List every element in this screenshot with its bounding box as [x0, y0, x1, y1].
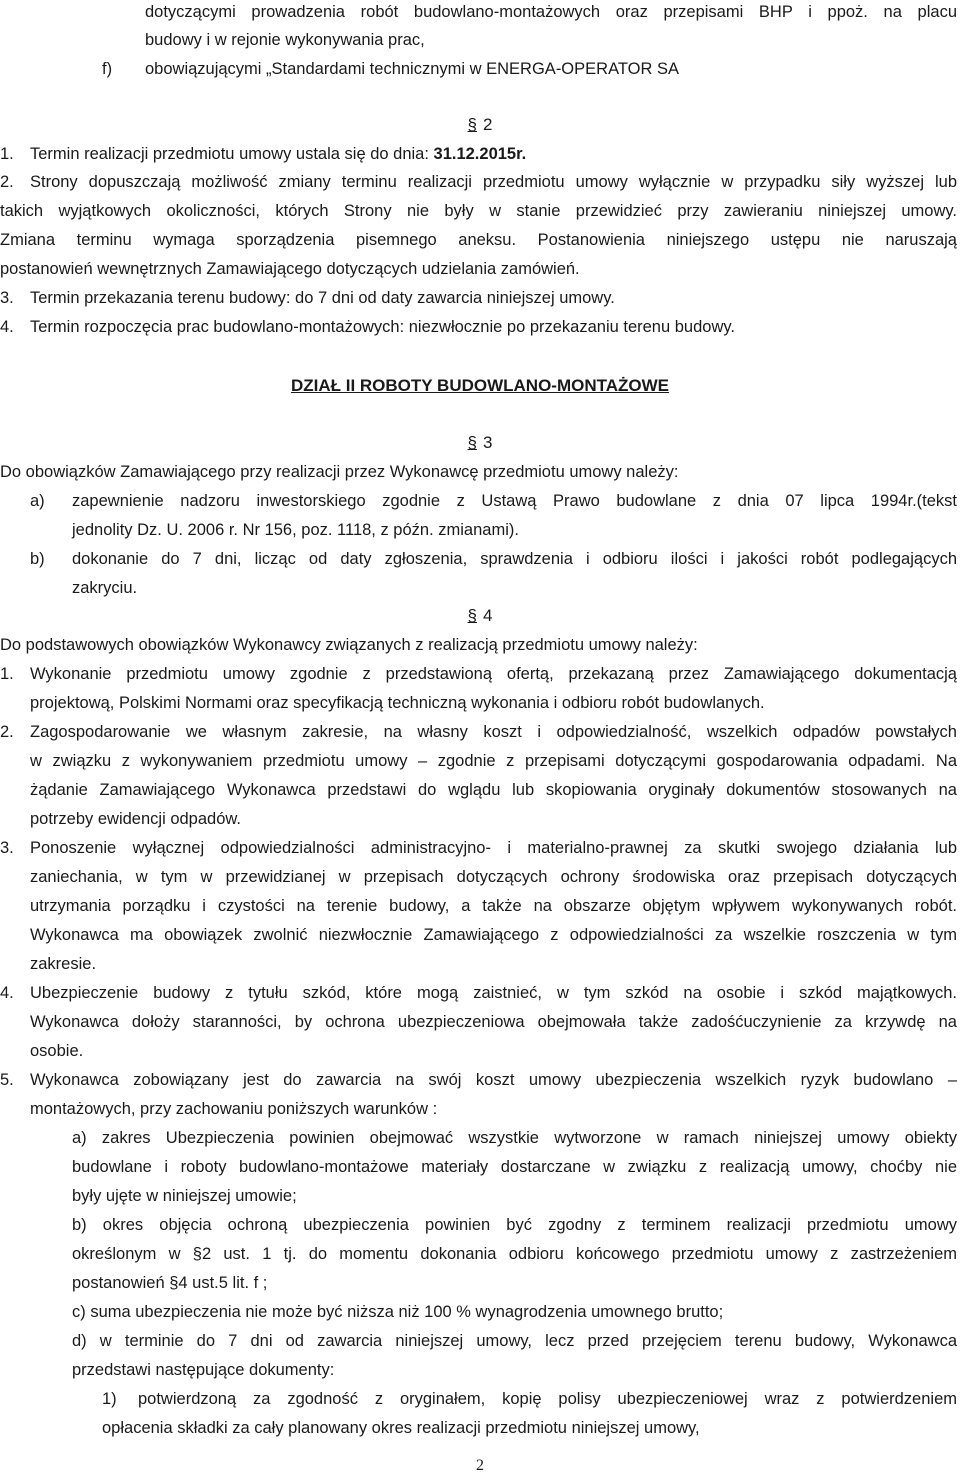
section-heading — [0, 429, 960, 457]
text-line: określonym w §2 ust. 1 tj. do momentu dokonania odbioru końcowego przedmiotu umowy z zastrzeżeniem — [72, 1245, 957, 1263]
text-line: dokonanie do 7 dni, licząc od daty zgłoszenia, sprawdzenia i odbioru ilości i jakości robót podlegających — [72, 550, 957, 568]
text-line: Termin przekazania terenu budowy: do 7 dni od daty zawarcia niniejszej umowy. — [30, 289, 615, 307]
text-line: postanowień §4 ust.5 lit. f ; — [72, 1274, 268, 1292]
text-line: postanowień wewnętrznych Zamawiającego dotyczących udzielania zamówień. — [0, 260, 580, 278]
section-number: 4 — [483, 606, 493, 625]
text-line: potwierdzoną za zgodność z oryginałem, kopię polisy ubezpieczeniowej wraz z potwierdzeniem — [138, 1390, 957, 1408]
text-line: osobie. — [30, 1042, 84, 1060]
text-line: Ponoszenie wyłącznej odpowiedzialności administracyjno- i materialno-prawnej za skutki swojego działania lub — [30, 839, 957, 857]
section-heading — [0, 111, 960, 139]
text-line: Wykonanie przedmiotu umowy zgodnie z przedstawioną ofertą, przekazaną przez Zamawiającego dokumentacją — [30, 665, 957, 683]
text-line: Ubezpieczenie budowy z tytułu szkód, które mogą zaistnieć, w tym szkód na osobie i szkód majątkowych. — [30, 984, 957, 1002]
list-number: 1. — [0, 145, 14, 163]
text-line: Zagospodarowanie we własnym zakresie, na własny koszt i odpowiedzialność, wszelkich odpadów powstałych — [30, 723, 957, 741]
text-line: żądanie Zamawiającego Wykonawca przedstawi do wglądu lub skopiowania oryginały dokumentów stosowanych na — [30, 781, 957, 799]
text-line: potrzeby ewidencji odpadów. — [30, 810, 241, 828]
text-line: opłacenia składki za cały planowany okres realizacji przedmiotu niniejszej umowy, — [102, 1419, 700, 1437]
chapter-heading: DZIAŁ II ROBOTY BUDOWLANO-MONTAŻOWE — [290, 376, 670, 395]
text-line: projektową, Polskimi Normami oraz specyfikacją techniczną wykonania i odbioru robót budowlanych. — [30, 694, 765, 712]
text-line: d) w terminie do 7 dni od zawarcia niniejszej umowy, lecz przed przejęciem terenu budowy, Wykonawca — [72, 1332, 957, 1350]
section-number: 2 — [483, 115, 493, 134]
text-line: b) okres objęcia ochroną ubezpieczenia powinien być zgodny z terminem realizacji przedmiotu umowy — [72, 1216, 957, 1234]
text-line: jednolity Dz. U. 2006 r. Nr 156, poz. 1118, z późn. zmianami). — [72, 521, 519, 539]
list-number: 2. — [0, 723, 14, 741]
text-line: zapewnienie nadzoru inwestorskiego zgodnie z Ustawą Prawo budowlane z dnia 07 lipca 1994r.(tekst — [72, 492, 957, 510]
list-label: b) — [30, 550, 45, 568]
text-line: zakryciu. — [72, 579, 138, 597]
list-number: 3. — [0, 839, 14, 857]
text-line: takich wyjątkowych okoliczności, których Strony nie były w stanie przewidzieć przy zawieraniu niniejszej umowy. — [0, 202, 957, 220]
section-symbol: § — [467, 115, 477, 134]
list-label: 1) — [102, 1390, 117, 1408]
list-number: 4. — [0, 984, 14, 1002]
text-line: c) suma ubezpieczenia nie może być niższa niż 100 % wynagrodzenia umownego brutto; — [72, 1303, 724, 1321]
page-number: 2 — [476, 1457, 484, 1474]
text-line: Wykonawca ma obowiązek zwolnić niezwłocznie Zamawiającego z odpowiedzialności za wszelkie roszczenia w tym — [30, 926, 957, 944]
text-line: Strony dopuszczają możliwość zmiany terminu realizacji przedmiotu umowy wyłącznie w przypadku siły wyższej lub — [30, 173, 957, 191]
list-item — [30, 140, 526, 168]
text-line: Wykonawca dołoży staranności, by ochrona ubezpieczeniowa obejmowała także zadośćuczynienie za krzywdę na — [30, 1013, 957, 1031]
text-line: Wykonawca zobowiązany jest do zawarcia na swój koszt umowy ubezpieczenia wszelkich ryzyk budowlano – — [30, 1071, 957, 1089]
list-number: 3. — [0, 289, 14, 307]
section-number: 3 — [483, 433, 493, 452]
text-line: Do podstawowych obowiązków Wykonawcy związanych z realizacją przedmiotu umowy należy: — [0, 636, 698, 654]
deadline-date: 31.12.2015r. — [433, 145, 527, 163]
text-line: dotyczącymi prowadzenia robót budowlano-montażowych oraz przepisami BHP i ppoż. na placu — [145, 3, 957, 21]
text-line: Do obowiązków Zamawiającego przy realizacji przez Wykonawcę przedmiotu umowy należy: — [0, 463, 679, 481]
list-number: 4. — [0, 318, 14, 336]
text-line: zaniechania, w tym w przewidzianej w przepisach dotyczących ochrony środowiska oraz przepisach dotyczących — [30, 868, 957, 886]
list-label: a) — [30, 492, 45, 510]
text-line: były ujęte w niniejszej umowie; — [72, 1187, 297, 1205]
text-line: utrzymania porządku i czystości na terenie budowy, a także na obszarze objętym wpływem wykonywanych robót. — [30, 897, 957, 915]
text-line: Termin rozpoczęcia prac budowlano-montażowych: niezwłocznie po przekazaniu terenu budowy. — [30, 318, 735, 336]
text-line: przedstawi następujące dokumenty: — [72, 1361, 335, 1379]
text-line: w związku z wykonywaniem przedmiotu umowy – zgodnie z przepisami dotyczącymi gospodarowania odpadami. Na — [30, 752, 957, 770]
list-number: 5. — [0, 1071, 14, 1089]
section-symbol: § — [467, 433, 477, 452]
text-line: montażowych, przy zachowaniu poniższych warunków : — [30, 1100, 438, 1118]
text-line: obowiązującymi „Standardami technicznymi w ENERGA-OPERATOR SA — [145, 60, 679, 78]
text-line: a) zakres Ubezpieczenia powinien obejmować wszystkie wytworzone w ramach niniejszej umowy obiekty — [72, 1129, 957, 1147]
list-label: f) — [102, 60, 113, 78]
text-line: budowlane i roboty budowlano-montażowe materiały dostarczane w związku z realizacją umowy, choćby nie — [72, 1158, 957, 1176]
section-symbol: § — [467, 606, 477, 625]
text-line: zakresie. — [30, 955, 97, 973]
section-heading — [0, 602, 960, 630]
list-text: Termin realizacji przedmiotu umowy ustala się do dnia: — [30, 145, 434, 163]
list-number: 1. — [0, 665, 14, 683]
list-number: 2. — [0, 173, 14, 191]
text-line: Zmiana terminu wymaga sporządzenia pisemnego aneksu. Postanowienia niniejszego ustępu nie naruszają — [0, 231, 957, 249]
text-line: budowy i w rejonie wykonywania prac, — [145, 31, 425, 49]
